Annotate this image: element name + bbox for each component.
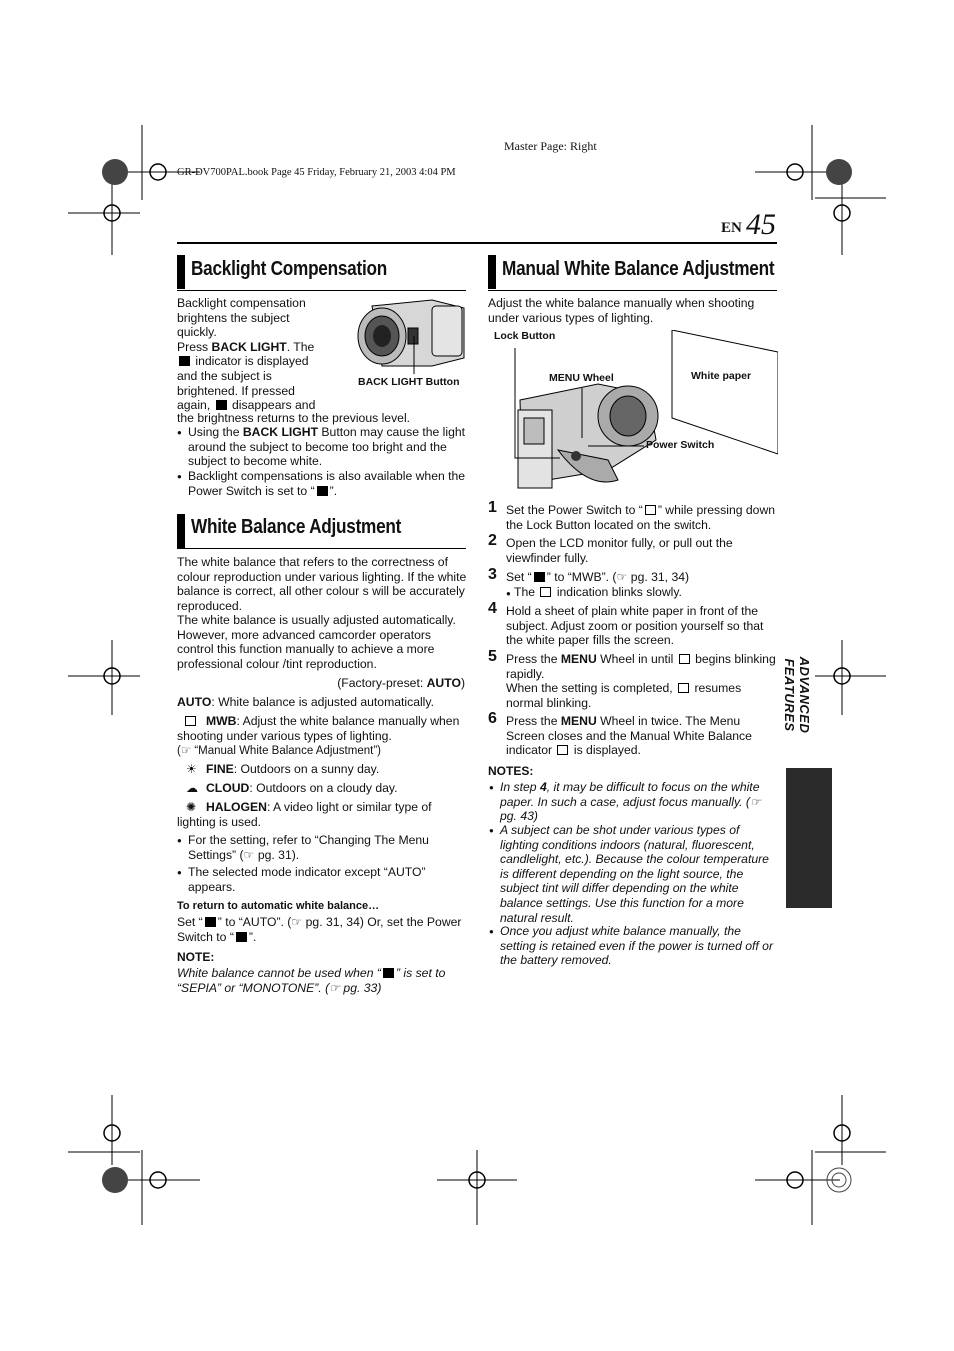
mwb-heading: Manual White Balance Adjustment bbox=[502, 258, 775, 280]
side-tab-label: ADVANCED FEATURES bbox=[782, 656, 812, 734]
bullet-dot: ● bbox=[506, 588, 511, 598]
wb-bullet-2: ● The selected mode indicator except “AUTO” appears. bbox=[188, 865, 468, 894]
auto-mode-icon bbox=[317, 486, 328, 496]
backlight-icon bbox=[216, 400, 227, 410]
mwb-icon bbox=[540, 587, 551, 597]
wb-rule bbox=[177, 548, 466, 549]
mwb-rule bbox=[488, 290, 777, 291]
auto-mode-icon bbox=[236, 932, 247, 942]
white-paper-label: White paper bbox=[691, 370, 752, 382]
backlight-rule bbox=[177, 290, 466, 291]
step-2-number: 2 bbox=[488, 532, 497, 549]
backlight-bullet-2: ● Backlight compensations is also available when the Power Switch is set to “ ”. bbox=[188, 469, 468, 498]
step-4: Hold a sheet of plain white paper in front of the subject. Adjust zoom or position yourself so that the white paper fills the screen. bbox=[506, 604, 764, 648]
wb-menu-icon bbox=[205, 917, 216, 927]
backlight-heading: Backlight Compensation bbox=[191, 258, 387, 280]
mwb-intro: Adjust the white balance manually when shooting under various types of lighting. bbox=[488, 296, 755, 325]
backlight-heading-bar bbox=[177, 255, 185, 289]
step-1-number: 1 bbox=[488, 499, 497, 516]
step-6: Press the MENU Wheel in twice. The Menu Screen closes and the Manual White Balance indicator is displayed. bbox=[506, 714, 752, 758]
mwb-note-1: ● In step 4, it may be difficult to focus on the white paper. In such a case, adjust focus manually. (☞ pg. 43) bbox=[500, 780, 778, 824]
wb-cloud: ☁ CLOUD: Outdoors on a cloudy day. bbox=[186, 781, 398, 795]
lock-button-label: Lock Button bbox=[494, 330, 556, 342]
page-number: 45 bbox=[746, 208, 776, 241]
mwb-heading-bar bbox=[488, 255, 496, 289]
side-tab-block bbox=[786, 768, 832, 908]
mwb-icon bbox=[557, 745, 568, 755]
wb-note-title: NOTE: bbox=[177, 950, 215, 964]
wb-halogen: ✺ HALOGEN: A video light or similar type of lighting is used. bbox=[177, 800, 432, 829]
backlight-icon bbox=[179, 356, 190, 366]
header-rule bbox=[177, 242, 777, 244]
sun-icon: ☀ bbox=[186, 762, 197, 776]
step-5: Press the MENU Wheel in until begins blinking rapidly. When the setting is completed, resumes normal blinking. bbox=[506, 652, 776, 710]
back-light-button-label: BACK LIGHT Button bbox=[358, 376, 460, 388]
menu-wheel-label: MENU Wheel bbox=[549, 372, 614, 384]
master-page-label: Master Page: Right bbox=[504, 139, 597, 153]
manual-mode-icon bbox=[645, 505, 656, 515]
wb-factory-preset: (Factory-preset: AUTO) bbox=[337, 676, 465, 690]
step-4-number: 4 bbox=[488, 600, 497, 617]
wb-fine: ☀ FINE: Outdoors on a sunny day. bbox=[186, 762, 380, 776]
wb-heading: White Balance Adjustment bbox=[191, 516, 402, 538]
backlight-p4: the brightness returns to the previous level. bbox=[177, 411, 411, 425]
step-3-number: 3 bbox=[488, 566, 497, 583]
step-5-number: 5 bbox=[488, 648, 497, 665]
power-switch-label: Power Switch bbox=[646, 439, 715, 451]
mwb-note-3: ● Once you adjust white balance manually, the setting is retained even if the power is turned off or the battery removed. bbox=[500, 924, 778, 968]
wb-heading-bar bbox=[177, 514, 185, 548]
mwb-icon bbox=[679, 654, 690, 664]
camcorder-back-illustration bbox=[352, 296, 468, 374]
mwb-icon bbox=[678, 683, 689, 693]
step-6-number: 6 bbox=[488, 710, 497, 727]
cloud-icon: ☁ bbox=[186, 781, 199, 795]
wb-menu-icon bbox=[534, 572, 545, 582]
camcorder-front-illustration bbox=[488, 330, 778, 500]
step-2: Open the LCD monitor fully, or pull out the viewfinder fully. bbox=[506, 536, 733, 565]
wb-note-text: White balance cannot be used when “ ” is set to “SEPIA” or “MONOTONE”. (☞ pg. 33) bbox=[177, 966, 446, 995]
return-auto-text: Set “ ” to “AUTO”. (☞ pg. 31, 34) Or, set the Power Switch to “ ”. bbox=[177, 915, 462, 944]
return-auto-title: To return to automatic white balance… bbox=[177, 900, 380, 912]
lang-label: EN bbox=[721, 220, 742, 236]
wb-p1: The white balance that refers to the correctness of colour reproduction under various lighting. If the white balance is correct, all other colour s will be accurately reproduced. bbox=[177, 555, 467, 613]
file-info: GR-DV700PAL.book Page 45 Friday, February 21, 2003 4:04 PM bbox=[177, 167, 456, 178]
step-1: Set the Power Switch to “ ” while pressing down the Lock Button located on the switch. bbox=[506, 503, 776, 532]
wb-auto: AUTO: White balance is adjusted automatically. bbox=[177, 695, 434, 709]
effect-menu-icon bbox=[383, 968, 394, 978]
backlight-bullet-1: ● Using the BACK LIGHT Button may cause the light around the subject to become too bright and the subject to become white. bbox=[188, 425, 468, 469]
halogen-icon: ✺ bbox=[186, 800, 197, 814]
mwb-note-2: ● A subject can be shot under various types of lighting conditions indoors (natural, fluorescent, candlelight, etc.). Because the colour temperature is different depending on the light source, the subject tint will differ depending on the white balance settings. Use this function for a more natural result. bbox=[500, 823, 778, 925]
wb-p2: The white balance is usually adjusted automatically. However, more advanced camcorder operators control this function manually to achieve a more professional colour /tint reproduction. bbox=[177, 613, 456, 671]
step-3: Set “ ” to “MWB”. (☞ pg. 31, 34) ● The indication blinks slowly. bbox=[506, 570, 690, 599]
mwb-icon bbox=[185, 716, 196, 726]
mwb-notes-title: NOTES: bbox=[488, 764, 534, 778]
backlight-p1: Backlight compensation brightens the subject quickly. Press BACK LIGHT. The indicator is displayed and the subject is brightened. If pressed again, disappears and bbox=[177, 296, 316, 413]
wb-bullet-1: ● For the setting, refer to “Changing The Menu Settings” (☞ pg. 31). bbox=[188, 833, 468, 862]
wb-mwb: MWB: Adjust the white balance manually when shooting under various types of lighting. (☞ “Manual White Balance Adjustment”) bbox=[177, 714, 460, 758]
